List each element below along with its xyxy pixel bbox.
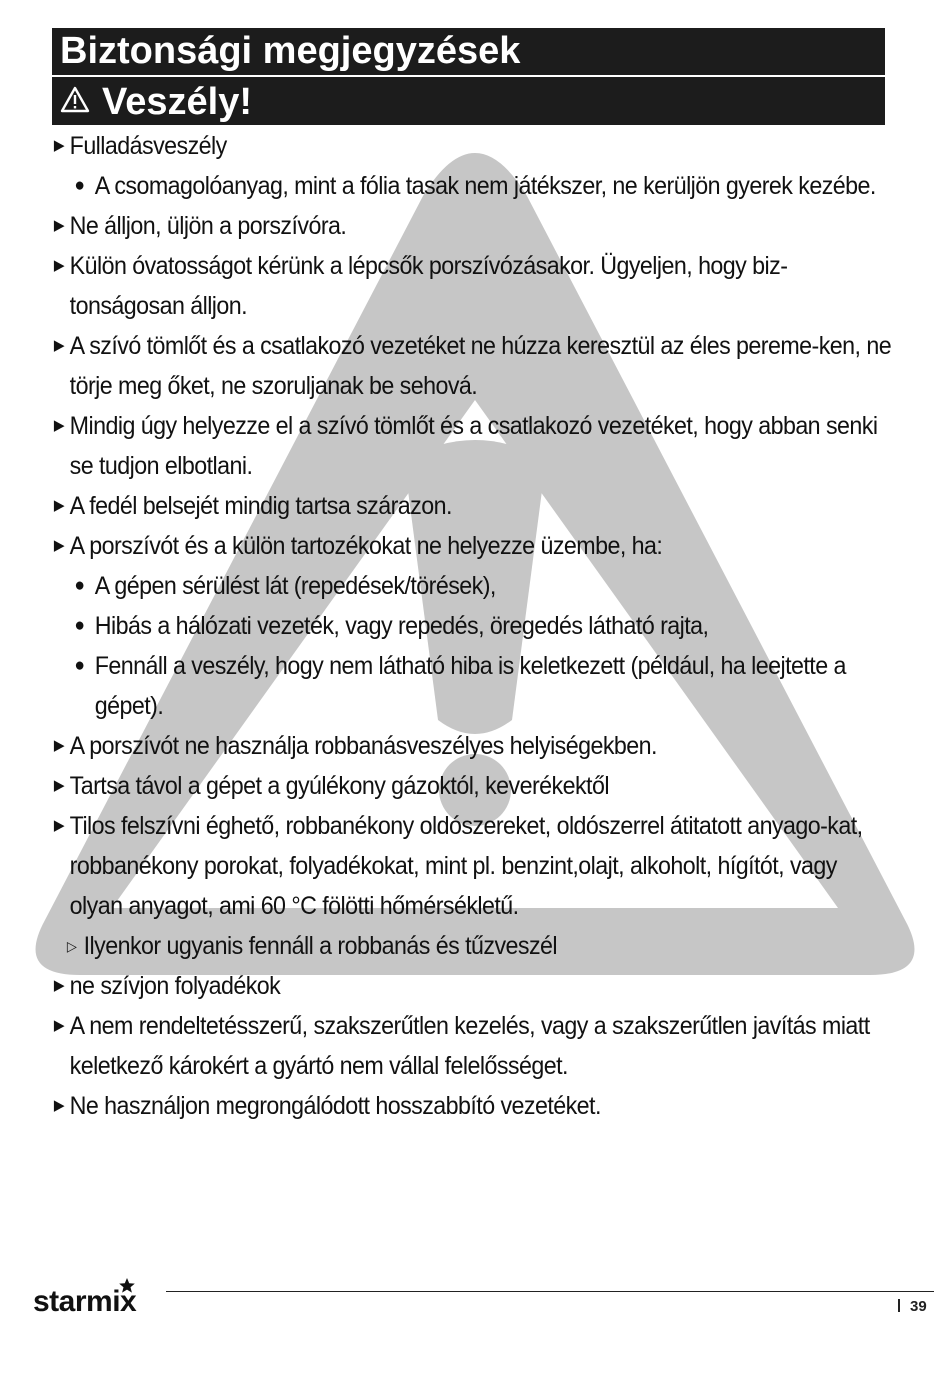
triangle-bullet-icon: [54, 126, 64, 166]
list-item: ● A gépen sérülést lát (repedések/törések),: [52, 566, 892, 606]
danger-heading: [52, 77, 885, 125]
triangle-bullet-icon: [54, 966, 64, 1006]
list-item: ▶ Ne álljon, üljön a porszívóra.: [52, 206, 892, 246]
list-item: ● A csomagolóanyag, mint a fólia tasak nem játékszer, ne kerüljön gyerek kezébe.: [52, 166, 892, 206]
triangle-bullet-icon: [54, 726, 64, 766]
logo-wordmark: starmix: [33, 1285, 137, 1318]
triangle-bullet-icon: [54, 526, 64, 566]
list-item: ▶ A porszívót ne használja robbanásveszélyes helyiségekben.: [52, 726, 892, 766]
safety-notes-list: [52, 126, 892, 1126]
dot-bullet-icon: [74, 606, 84, 646]
list-item: ▶ A fedél belsejét mindig tartsa szárazon.: [52, 486, 892, 526]
danger-heading-text: Veszély!: [102, 81, 252, 123]
triangle-bullet-icon: [54, 766, 64, 806]
page-number-separator: [898, 1299, 900, 1312]
triangle-bullet-icon: [54, 1086, 64, 1126]
list-item: ▶ Tartsa távol a gépet a gyúlékony gázoktól, keverékektől: [52, 766, 892, 806]
list-item: ▷ Ilyenkor ugyanis fennáll a robbanás és tűzveszél: [52, 926, 892, 966]
outline-triangle-bullet-icon: [67, 926, 76, 966]
triangle-bullet-icon: [54, 486, 64, 526]
list-item: ▶ Fulladásveszély: [52, 126, 892, 166]
list-item: ▶ A szívó tömlőt és a csatlakozó vezetéket ne húzza keresztül az éles pereme-ken, ne törje meg őket, ne szoruljanak be sehová.: [52, 326, 892, 406]
page-title-text: Biztonsági megjegyzések: [60, 30, 521, 72]
page-title: [52, 28, 885, 75]
dot-bullet-icon: [74, 646, 84, 686]
starmix-logo: [33, 1277, 158, 1319]
list-item: ▶ Ne használjon megrongálódott hosszabbító vezetéket.: [52, 1086, 892, 1126]
triangle-bullet-icon: [54, 806, 64, 846]
footer-divider: [166, 1291, 934, 1292]
list-item: ● Hibás a hálózati vezeték, vagy repedés, öregedés látható rajta,: [52, 606, 892, 646]
dot-bullet-icon: [74, 566, 84, 606]
list-item: ▶ Külön óvatosságot kérünk a lépcsők porszívózásakor. Ügyeljen, hogy biz-tonságosan álljon.: [52, 246, 892, 326]
dot-bullet-icon: [74, 166, 84, 206]
triangle-bullet-icon: [54, 406, 64, 446]
list-item: ▶ A nem rendeltetésszerű, szakszerűtlen kezelés, vagy a szakszerűtlen javítás miatt keletkező károkért a gyártó nem vállal felelősséget.: [52, 1006, 892, 1086]
list-item: ● Fennáll a veszély, hogy nem látható hiba is keletkezett (például, ha leejtette a gépet).: [52, 646, 892, 726]
list-item: ▶ ne szívjon folyadékok: [52, 966, 892, 1006]
page-number: 39: [898, 1298, 927, 1315]
triangle-bullet-icon: [54, 326, 64, 366]
list-item: ▶ Tilos felszívni éghető, robbanékony oldószereket, oldószerrel átitatott anyago-kat, robbanékony porokat, folyadékokat, mint pl. benzint,olajt, alkoholt, hígítót, vagy olyan anyagot, ami 60 °C fölötti hőmérsékletű.: [52, 806, 892, 926]
warning-triangle-icon: [60, 76, 90, 126]
triangle-bullet-icon: [54, 1006, 64, 1046]
triangle-bullet-icon: [54, 246, 64, 286]
triangle-bullet-icon: [54, 206, 64, 246]
list-item: ▶ Mindig úgy helyezze el a szívó tömlőt és a csatlakozó vezetéket, hogy abban senki se tudjon elbotlani.: [52, 406, 892, 486]
list-item: ▶ A porszívót és a külön tartozékokat ne helyezze üzembe, ha:: [52, 526, 892, 566]
